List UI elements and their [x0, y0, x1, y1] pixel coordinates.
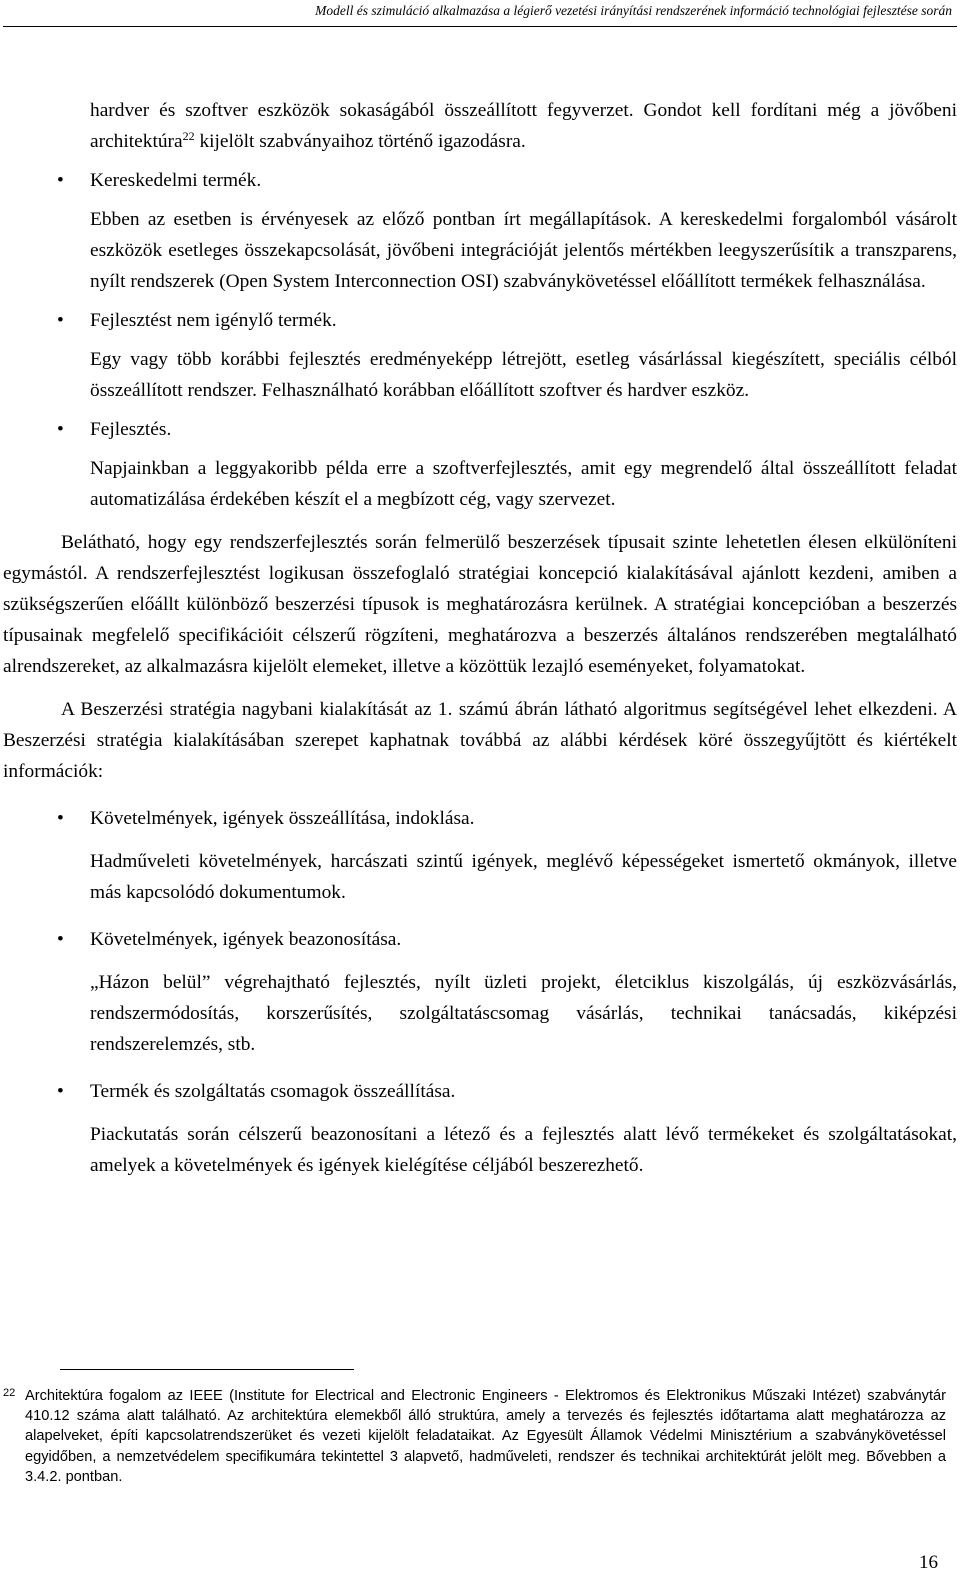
bullet-icon: •: [57, 419, 64, 440]
footnote: [0, 1386, 946, 1487]
bullet-description: Ebben az esetben is érvényesek az előző pontban írt megállapítások. A kereskedelmi forgalomból vásárolt eszközök esetleges összekapcsolását, jövőbeni integrációját jelentős mértékben leegyszerűsítik a transzparens, nyílt rendszerek (Open System Interconnection OSI) szabványkövetéssel előállított termékek felhasználása.: [90, 209, 957, 292]
footnote-reference[interactable]: 22: [182, 129, 195, 143]
bullet-item: [3, 803, 957, 834]
running-header: Modell és szimuláció alkalmazása a légierő vezetési irányítási rendszerének információ technológiai fejlesztése során: [315, 3, 952, 18]
bullet-icon: •: [57, 310, 64, 331]
bullet-title: Fejlesztés.: [90, 419, 172, 440]
bullet-description: Egy vagy több korábbi fejlesztés eredményeképp létrejött, esetleg vásárlással kiegészített, speciális célból összeállított rendszer. Felhasználható korábban előállított szoftver és hardver eszköz.: [90, 349, 957, 401]
footnote-text: Architektúra fogalom az IEEE (Institute for Electrical and Electronic Engineers - Elektromos és Elektronikus Műszaki Intézet) szabványtár 410.12 száma alatt található. Az architektúra elemekből álló struktúra, amely a tervezés és fejlesztés időtartama alatt meghatározza az alapelveket, építi kapcsolatrendszerüket és vezeti kijelölt feladataikat. Az Egyesült Államok Védelmi Minisztérium a szabványkövetéssel egyidőben, a nemzetvédelem specifikumára tekintettel 3 alapvető, hadműveleti, rendszer és technikai architektúrát jelölt meg. Bővebben a 3.4.2. pontban.: [25, 1388, 946, 1485]
bullet-icon: •: [57, 808, 64, 829]
bullet-description: Napjainkban a leggyakoribb példa erre a szoftverfejlesztés, amit egy megrendelő által összeállított feladat automatizálása érdekében készít el a megbízott cég, vagy szervezet.: [90, 458, 957, 510]
bullet-item: [3, 305, 957, 336]
bullet-icon: •: [57, 170, 64, 191]
footnote-mark: 22: [3, 1387, 16, 1399]
body-paragraph: A Beszerzési stratégia nagybani kialakítását az 1. számú ábrán látható algoritmus segítségével lehet elkezdeni. A Beszerzési stratégia kialakításában szerepet kaphatnak továbbá az alábbi kérdések köré összegyűjtött és kiértékelt információk:: [3, 699, 957, 782]
bullet-icon: •: [57, 929, 64, 950]
body-paragraph: Belátható, hogy egy rendszerfejlesztés során felmerülő beszerzések típusait szinte lehetetlen élesen elkülöníteni egymástól. A rendszerfejlesztést logikusan összefoglaló stratégiai koncepció kialakításával ajánlott kezdeni, amiben a szükségszerűen előállt különböző beszerzési típusok is meghatározásra kerülnek. A stratégiai koncepcióban a beszerzés típusainak megfelelő specifikációit célszerű rögzíteni, meghatározva a beszerzés általános rendszerében megtalálható alrendszereket, az alkalmazásra kijelölt elemeket, illetve a közöttük lezajló eseményeket, folyamatokat.: [3, 532, 957, 677]
footnote-separator: [60, 1369, 354, 1370]
bullet-description: „Házon belül” végrehajtható fejlesztés, nyílt üzleti projekt, életciklus kiszolgálás, új eszközvásárlás, rendszermódosítás, korszerűsítés, szolgáltatáscsomag vásárlás, technikai tanácsadás, kiképzési rendszerelemzés, stb.: [90, 972, 957, 1055]
body-text: [3, 95, 957, 1181]
bullet-description: Hadműveleti követelmények, harcászati szintű igények, meglévő képességeket ismertető okmányok, illetve más kapcsolódó dokumentumok.: [90, 851, 957, 903]
header-rule: [3, 26, 957, 27]
bullet-title: Követelmények, igények beazonosítása.: [90, 929, 402, 950]
bullet-item: [3, 165, 957, 196]
bullet-icon: •: [57, 1081, 64, 1102]
continuation-paragraph: hardver és szoftver eszközök sokaságából összeállított fegyverzet. Gondot kell fordítani még a jövőbeni architektúra$^{22}$ kijelölt szabványaihoz történő igazodásra.: [90, 100, 957, 152]
bullet-title: Termék és szolgáltatás csomagok összeállítása.: [90, 1081, 456, 1102]
bullet-item: [3, 414, 957, 445]
bullet-item: [3, 924, 957, 955]
bullet-title: Követelmények, igények összeállítása, indoklása.: [90, 808, 475, 829]
page-number: 16: [919, 1552, 938, 1573]
bullet-item: [3, 1076, 957, 1107]
bullet-description: Piackutatás során célszerű beazonosítani a létező és a fejlesztés alatt lévő termékeket és szolgáltatásokat, amelyek a követelmények és igények kielégítése céljából beszerezhető.: [90, 1124, 957, 1176]
bullet-title: Kereskedelmi termék.: [90, 170, 262, 191]
bullet-title: Fejlesztést nem igénylő termék.: [90, 310, 337, 331]
